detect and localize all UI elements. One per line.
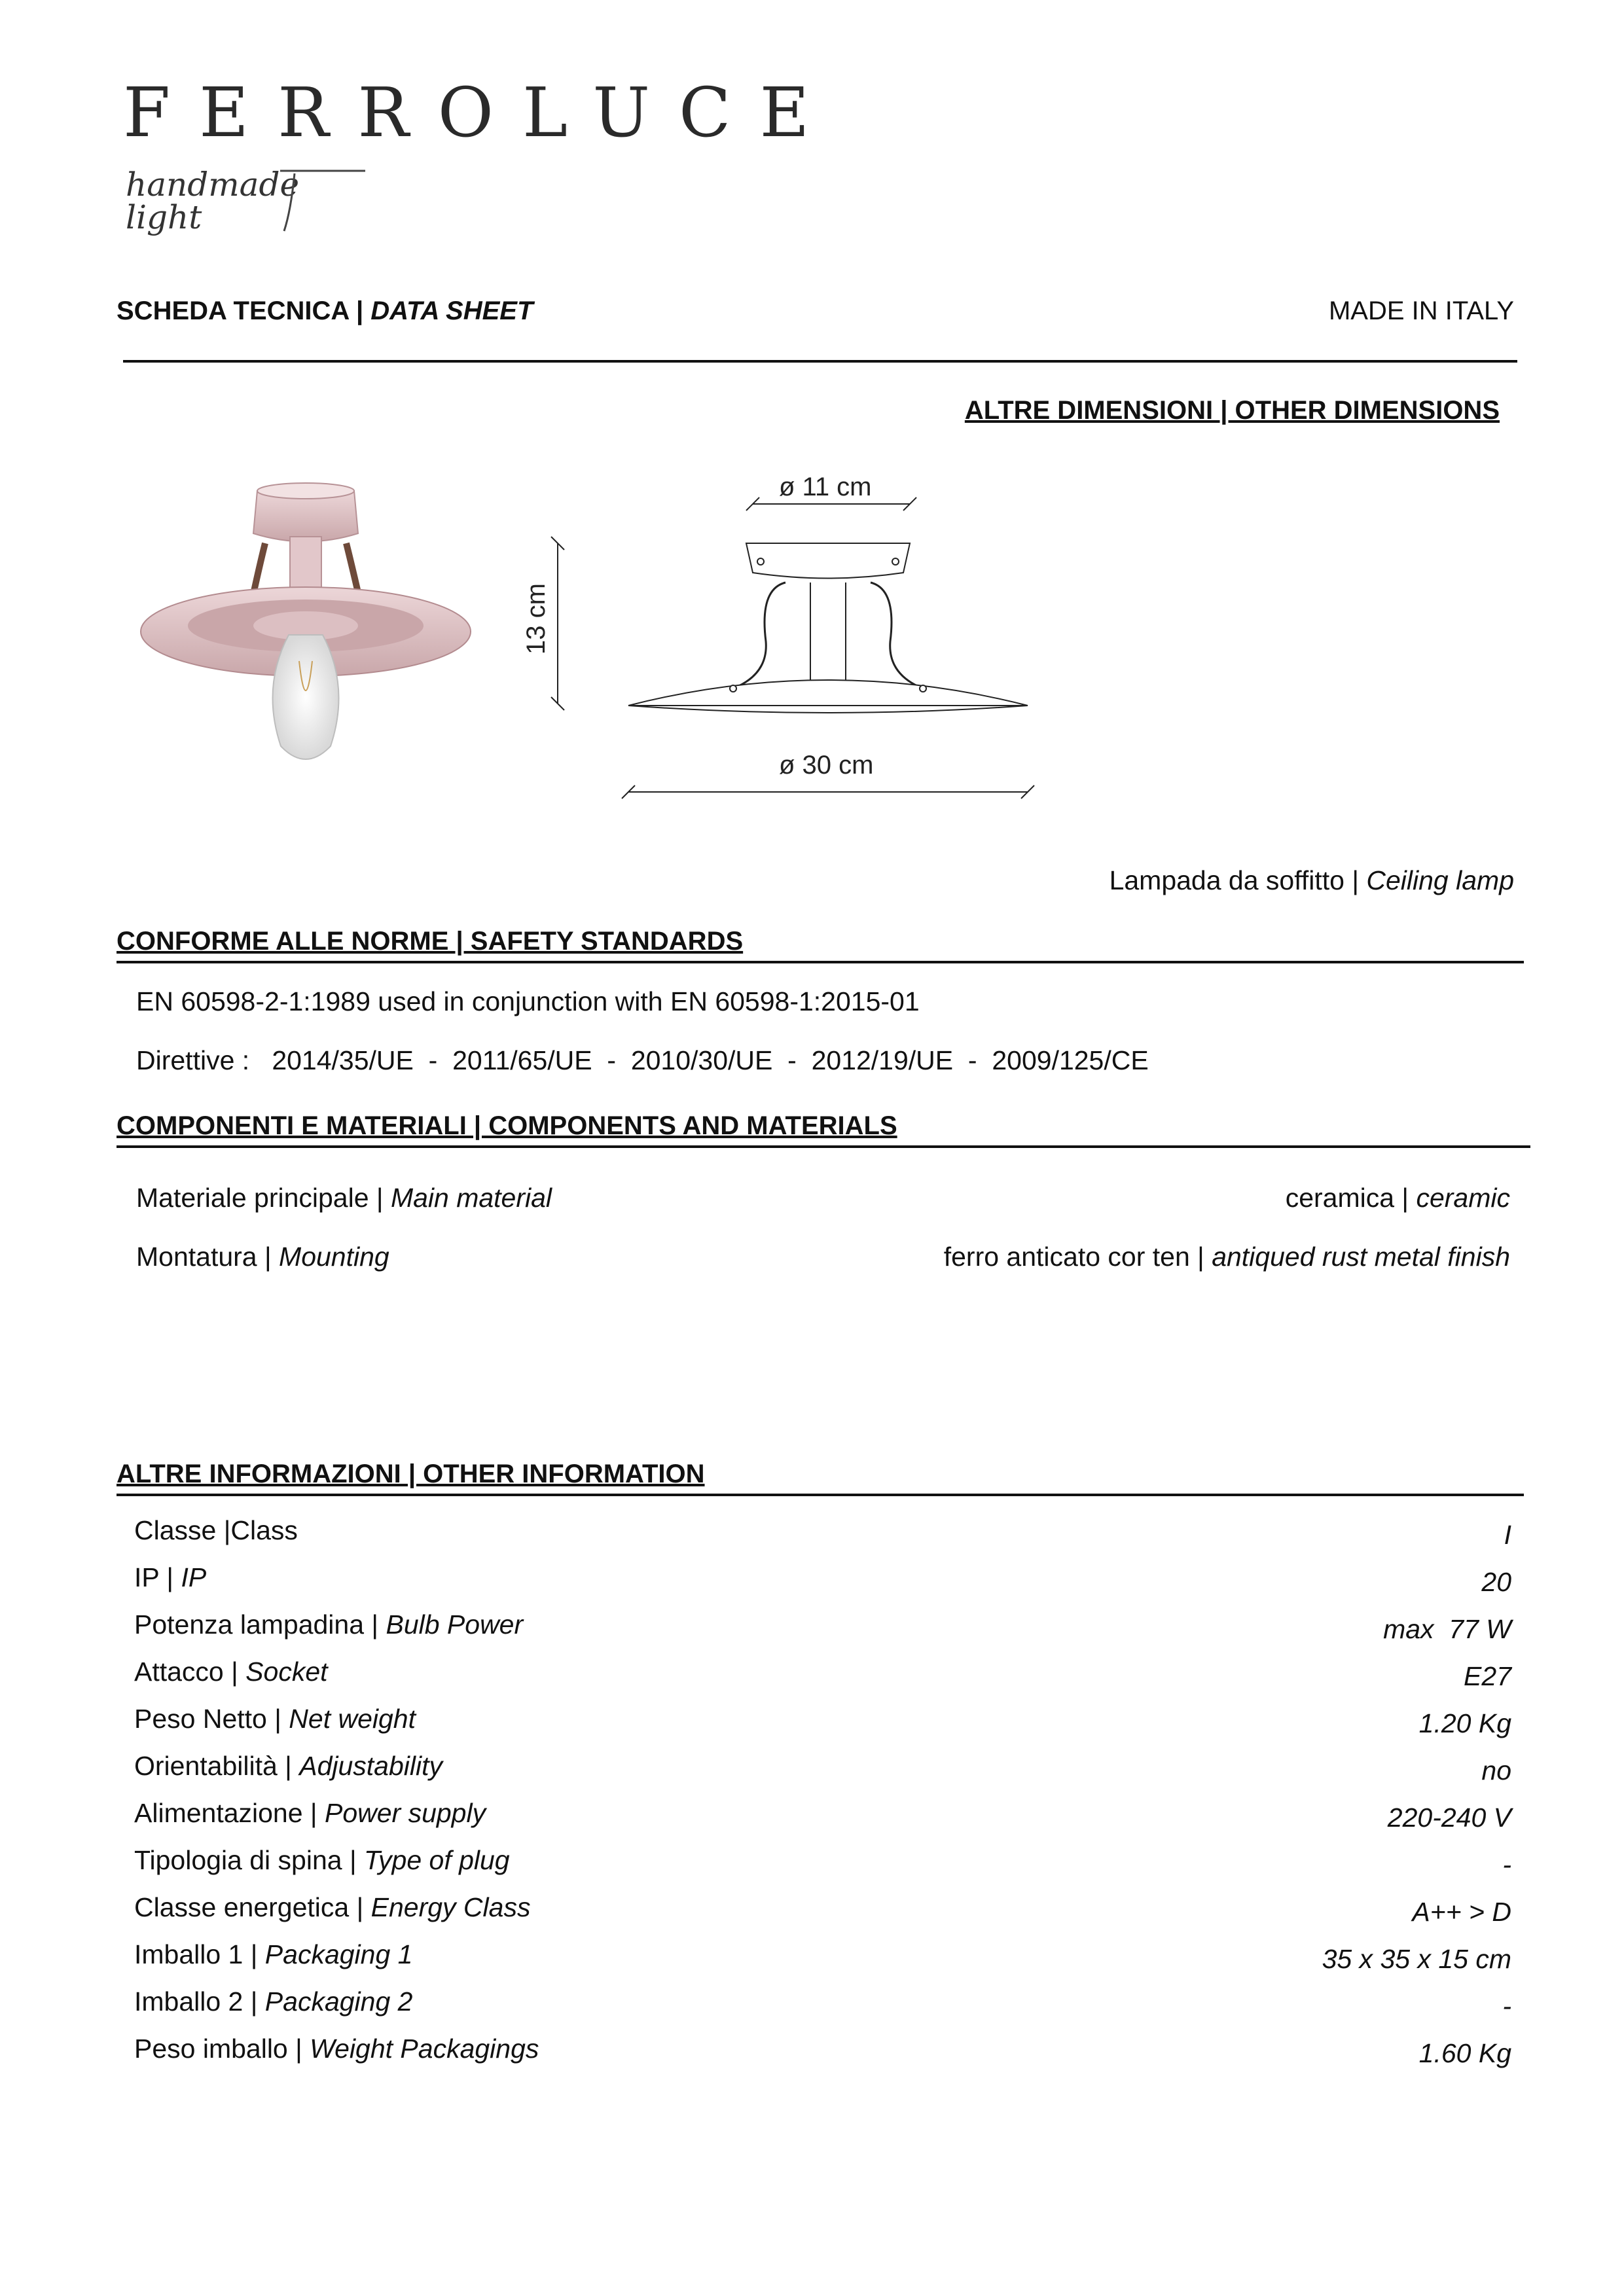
- info-label-it: Imballo 2 |: [134, 1986, 265, 2017]
- info-label-it: Peso Netto |: [134, 1704, 289, 1734]
- datasheet-title-en: DATA SHEET: [370, 296, 533, 325]
- info-row-label: [134, 1659, 328, 1685]
- component-label-it: Materiale principale |: [136, 1183, 391, 1213]
- product-photo: [134, 471, 501, 798]
- height-label: 13 cm: [522, 583, 550, 655]
- product-type-it: Lampada da soffitto |: [1109, 865, 1367, 895]
- info-label-it: Imballo 1 |: [134, 1939, 265, 1969]
- info-row-value: -: [1502, 1850, 1511, 1880]
- datasheet-title: [117, 298, 533, 324]
- info-label-it: IP |: [134, 1562, 181, 1592]
- other-info-title: ALTRE INFORMAZIONI | OTHER INFORMATION: [117, 1461, 1524, 1496]
- info-label-en: Packaging 1: [264, 1939, 413, 1969]
- component-row-label: [136, 1244, 389, 1270]
- datasheet-title-it: SCHEDA TECNICA |: [117, 296, 371, 325]
- info-label-it: Attacco |: [134, 1657, 246, 1687]
- made-in-italy: MADE IN ITALY: [1328, 296, 1514, 325]
- info-row-label: [134, 1800, 486, 1827]
- info-label-en: Weight Packagings: [310, 2034, 539, 2064]
- product-type: [1110, 867, 1514, 894]
- info-row-label: [134, 1941, 412, 1968]
- component-label-en: Mounting: [279, 1242, 389, 1272]
- info-label-it: Orientabilità |: [134, 1751, 300, 1781]
- info-row-value: A++ > D: [1412, 1897, 1511, 1927]
- logo-tagline-group: [123, 154, 372, 236]
- info-label-it: Potenza lampadina |: [134, 1609, 386, 1640]
- component-value-en: antiqued rust metal finish: [1212, 1242, 1510, 1272]
- component-row-value: [1286, 1185, 1510, 1211]
- info-row-value: 1.20 Kg: [1418, 1708, 1511, 1738]
- info-row-label: [134, 1517, 298, 1544]
- brand-logo: FERROLUCE: [123, 73, 839, 152]
- info-row-label: [134, 1564, 206, 1591]
- info-label-it: Peso imballo |: [134, 2034, 310, 2064]
- info-row-value: no: [1481, 1755, 1511, 1785]
- header-divider: [123, 360, 1517, 363]
- dimension-drawing: [517, 458, 1054, 825]
- component-value-it: ferro anticato cor ten |: [943, 1242, 1212, 1272]
- standards-line-1: EN 60598-2-1:1989 used in conjunction with EN 60598-1:2015-01: [136, 986, 920, 1016]
- info-label-en: Type of plug: [364, 1845, 510, 1875]
- info-row-label: [134, 1847, 510, 1874]
- bottom-diameter-label: ø 30 cm: [779, 751, 874, 780]
- info-row-label: [134, 2036, 539, 2062]
- component-label-it: Montatura |: [136, 1242, 280, 1272]
- component-label-en: Main material: [390, 1183, 552, 1213]
- info-row-value: 35 x 35 x 15 cm: [1322, 1944, 1511, 1974]
- standards-directives: Direttive : 2014/35/UE - 2011/65/UE - 2010/30/UE - 2012/19/UE - 2009/125/CE: [136, 1045, 1149, 1075]
- info-row-value: -: [1502, 1991, 1511, 2021]
- info-label-en: Energy Class: [370, 1892, 531, 1922]
- top-diameter-label: ø 11 cm: [779, 473, 872, 501]
- info-row-value: max 77 W: [1383, 1614, 1511, 1644]
- info-row-value: I: [1504, 1520, 1511, 1550]
- info-row-value: E27: [1464, 1661, 1511, 1691]
- component-value-en: ceramic: [1416, 1183, 1510, 1213]
- info-label-en: Bulb Power: [386, 1609, 524, 1640]
- info-label-en: Power supply: [324, 1798, 486, 1828]
- info-row-label: [134, 1611, 523, 1638]
- info-label-en: Packaging 2: [264, 1986, 413, 2017]
- info-row-value: 20: [1481, 1567, 1511, 1597]
- info-row-label: [134, 1706, 416, 1732]
- components-title: COMPONENTI E MATERIALI | COMPONENTS AND MATERIALS: [117, 1113, 1530, 1148]
- info-row-value: 220-240 V: [1387, 1803, 1511, 1833]
- info-label-it: Classe energetica |: [134, 1892, 371, 1922]
- logo-tagline-underline: [123, 154, 372, 236]
- info-label-en: Adjustability: [299, 1751, 442, 1781]
- info-label-en: IP: [181, 1562, 207, 1592]
- component-row-value: [944, 1244, 1510, 1270]
- component-row-label: [136, 1185, 552, 1211]
- dimensions-title: ALTRE DIMENSIONI | OTHER DIMENSIONS: [964, 396, 1500, 425]
- info-row-label: [134, 1894, 530, 1921]
- info-label-it: Tipologia di spina |: [134, 1845, 365, 1875]
- logo-tagline: handmade light: [126, 166, 300, 236]
- info-label-en: Socket: [245, 1657, 328, 1687]
- info-label-en: Net weight: [289, 1704, 416, 1734]
- product-type-en: Ceiling lamp: [1366, 865, 1514, 895]
- info-row-label: [134, 1988, 412, 2015]
- info-row-value: 1.60 Kg: [1418, 2038, 1511, 2068]
- info-label-it: Classe |Class: [134, 1515, 298, 1545]
- standards-title: CONFORME ALLE NORME | SAFETY STANDARDS: [117, 928, 1524, 963]
- info-row-label: [134, 1753, 442, 1780]
- info-label-it: Alimentazione |: [134, 1798, 325, 1828]
- component-value-it: ceramica |: [1285, 1183, 1416, 1213]
